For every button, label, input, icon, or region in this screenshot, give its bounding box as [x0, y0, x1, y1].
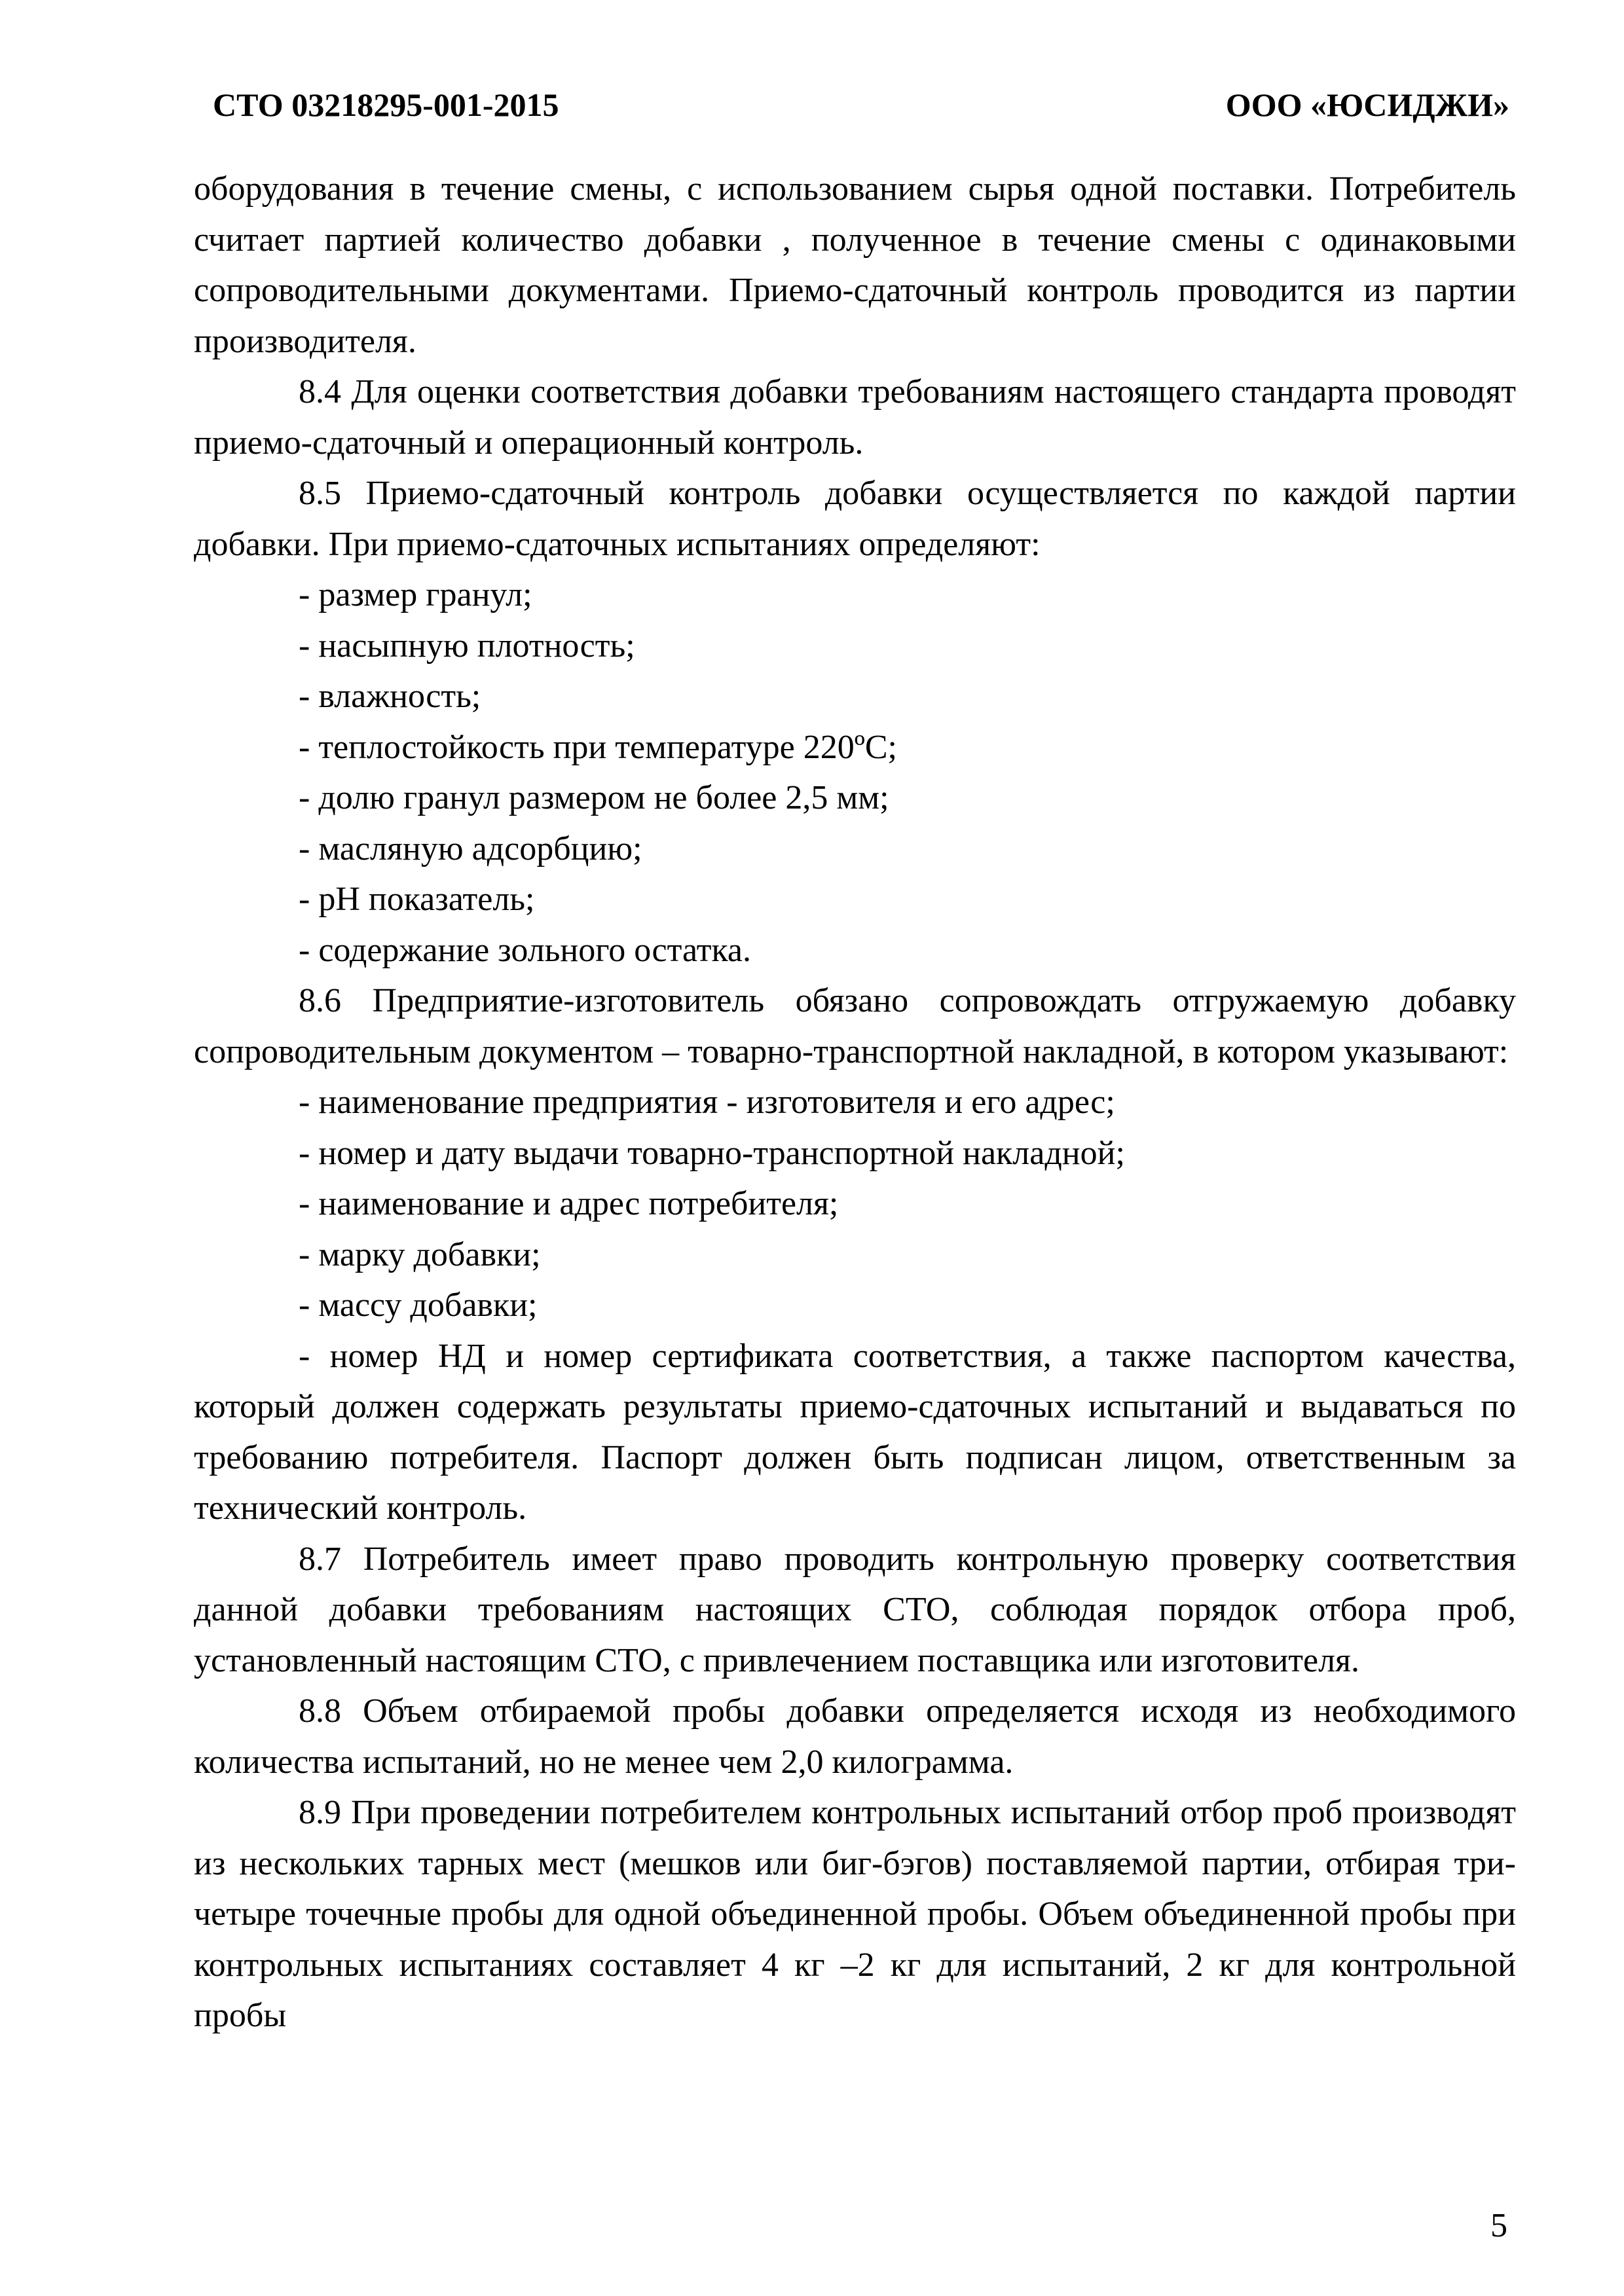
paragraph-8-7: 8.7 Потребитель имеет право проводить контрольную проверку соответствия данной добавки требованиям настоящих СТО, соблюдая порядок отбора проб, установленный настоящим СТО, с привлечением поставщика или изготовителя.: [194, 1540, 1516, 1679]
list-item: - содержание зольного остатка.: [299, 931, 752, 969]
list-item: - наименование и адрес потребителя;: [299, 1185, 839, 1222]
list-item: - марку добавки;: [299, 1235, 541, 1273]
page-header: [213, 85, 1509, 124]
paragraph-8-4: 8.4 Для оценки соответствия добавки требованиям настоящего стандарта проводят приемо-сдаточный и операционный контроль.: [194, 373, 1516, 462]
list-item: - теплостойкость при температуре 220ºС;: [299, 728, 897, 766]
doc-code: СТО 03218295-001-2015: [213, 86, 559, 123]
paragraph-continued: оборудования в течение смены, с использованием сырья одной поставки. Потребитель считает партией количество добавки , полученное в течение смены с одинаковыми сопроводительными документами. Приемо-сдаточный контроль проводится из партии производителя.: [194, 170, 1516, 360]
list-item: - pH показатель;: [299, 881, 535, 918]
list-item: - номер и дату выдачи товарно-транспортной накладной;: [299, 1134, 1125, 1172]
list-item: - массу добавки;: [299, 1286, 538, 1324]
paragraph-8-5: 8.5 Приемо-сдаточный контроль добавки осуществляется по каждой партии добавки. При приемо-сдаточных испытаниях определяют:: [194, 475, 1516, 563]
list-item: - размер гранул;: [299, 576, 532, 613]
list-item: - масляную адсорбцию;: [299, 829, 642, 867]
company-name: ООО «ЮСИДЖИ»: [1225, 86, 1509, 123]
paragraph-8-8: 8.8 Объем отбираемой пробы добавки определяется исходя из необходимого количества испытаний, но не менее чем 2,0 килограмма.: [194, 1692, 1516, 1781]
list-item: - насыпную плотность;: [299, 627, 635, 665]
paragraph-8-6: 8.6 Предприятие-изготовитель обязано сопровождать отгружаемую добавку сопроводительным документом – товарно-транспортной накладной, в котором указывают:: [194, 982, 1516, 1070]
list-item: - влажность;: [299, 678, 481, 715]
page-number: 5: [1490, 2207, 1507, 2244]
document-body: [194, 164, 1516, 2041]
list-item: - долю гранул размером не более 2,5 мм;: [299, 779, 889, 816]
list-item: - наименование предприятия - изготовителя и его адрес;: [299, 1084, 1115, 1121]
list-item-long: - номер НД и номер сертификата соответствия, а также паспортом качества, который должен содержать результаты приемо-сдаточных испытаний и выдаваться по требованию потребителя. Паспорт должен быть подписан лицом, ответственным за технический контроль.: [194, 1337, 1516, 1527]
paragraph-8-9: 8.9 При проведении потребителем контрольных испытаний отбор проб производят из нескольких тарных мест (мешков или биг-бэгов) поставляемой партии, отбирая три-четыре точечные пробы для одной объединенной пробы. Объем объединенной пробы при контрольных испытаниях составляет 4 кг –2 кг для испытаний, 2 кг для контрольной пробы: [194, 1794, 1516, 2034]
